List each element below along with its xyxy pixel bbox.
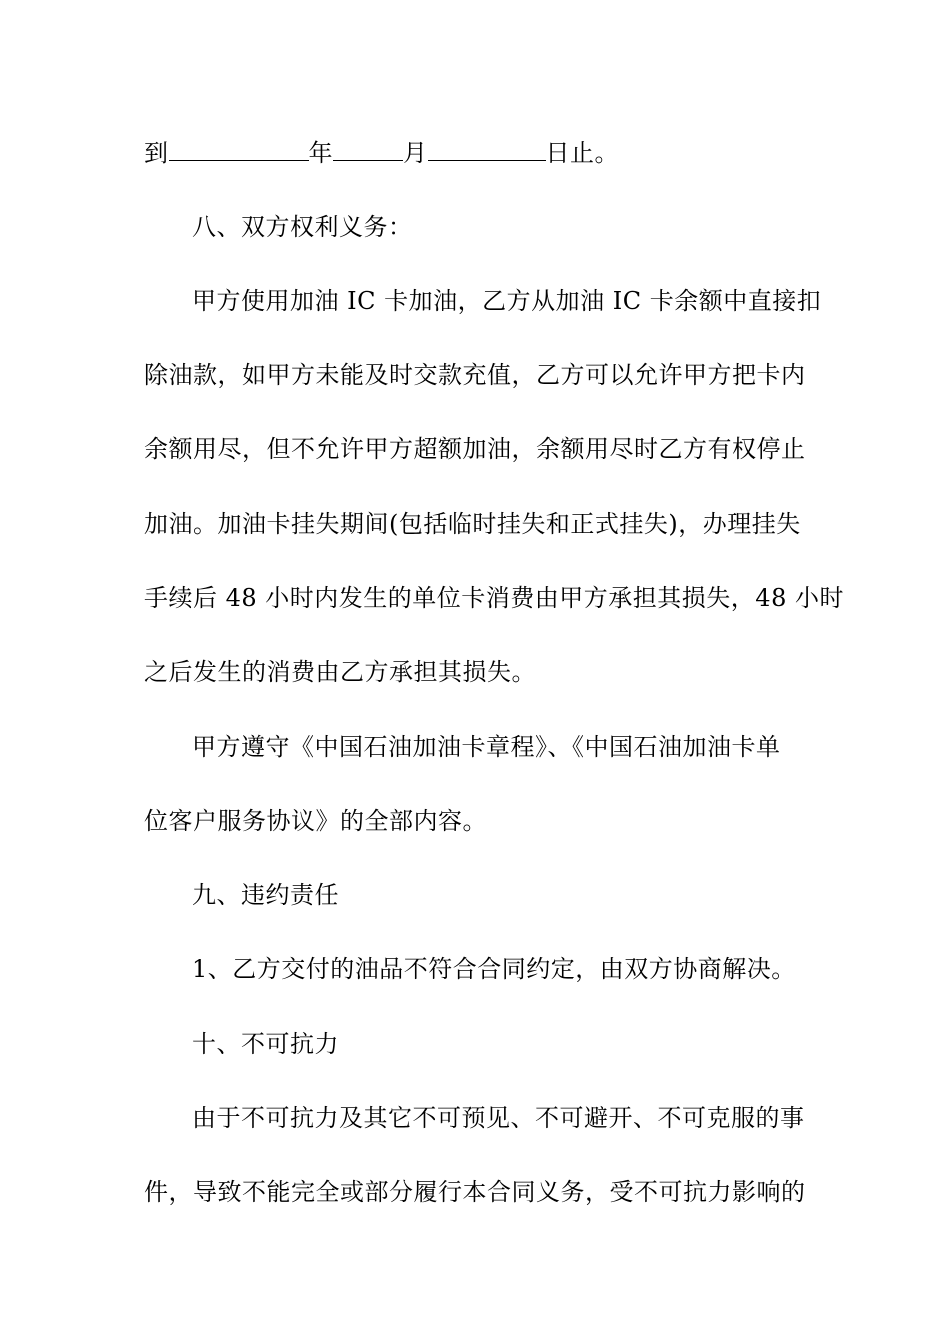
date-prefix: 到 <box>144 139 169 167</box>
date-range-line <box>144 137 824 169</box>
day-blank <box>428 138 546 161</box>
year-blank <box>169 138 309 161</box>
section-8-para2-line2: 位客户服务协议》的全部内容。 <box>144 807 487 835</box>
section-8-para2-line1: 甲方遵守《中国石油加油卡章程》、《中国石油加油卡单 <box>192 733 781 761</box>
year-label: 年 <box>308 139 333 167</box>
section-10-para1-line1: 由于不可抗力及其它不可预见、不可避开、不可克服的事 <box>192 1104 805 1132</box>
date-suffix: 日止。 <box>545 139 619 167</box>
section-8-heading: 八、双方权利义务： <box>192 213 413 241</box>
section-8-para1-line3: 余额用尽，但不允许甲方超额加油，余额用尽时乙方有权停止 <box>144 435 806 463</box>
section-9-item-1: 1、乙方交付的油品不符合合同约定，由双方协商解决。 <box>192 955 796 983</box>
section-9-heading: 九、违约责任 <box>192 881 339 909</box>
section-8-para1-line6: 之后发生的消费由乙方承担其损失。 <box>144 658 536 686</box>
month-blank <box>333 138 403 161</box>
section-8-para1-line4: 加油。加油卡挂失期间(包括临时挂失和正式挂失)，办理挂失 <box>144 510 801 538</box>
month-label: 月 <box>403 139 428 167</box>
section-8-para1-line5: 手续后 48 小时内发生的单位卡消费由甲方承担其损失，48 小时 <box>144 584 844 612</box>
section-8-para1-line2: 除油款，如甲方未能及时交款充值，乙方可以允许甲方把卡内 <box>144 361 806 389</box>
section-10-para1-line2: 件，导致不能完全或部分履行本合同义务，受不可抗力影响的 <box>144 1178 806 1206</box>
section-10-heading: 十、不可抗力 <box>192 1030 339 1058</box>
section-8-para1-line1: 甲方使用加油 IC 卡加油，乙方从加油 IC 卡余额中直接扣 <box>192 287 822 315</box>
